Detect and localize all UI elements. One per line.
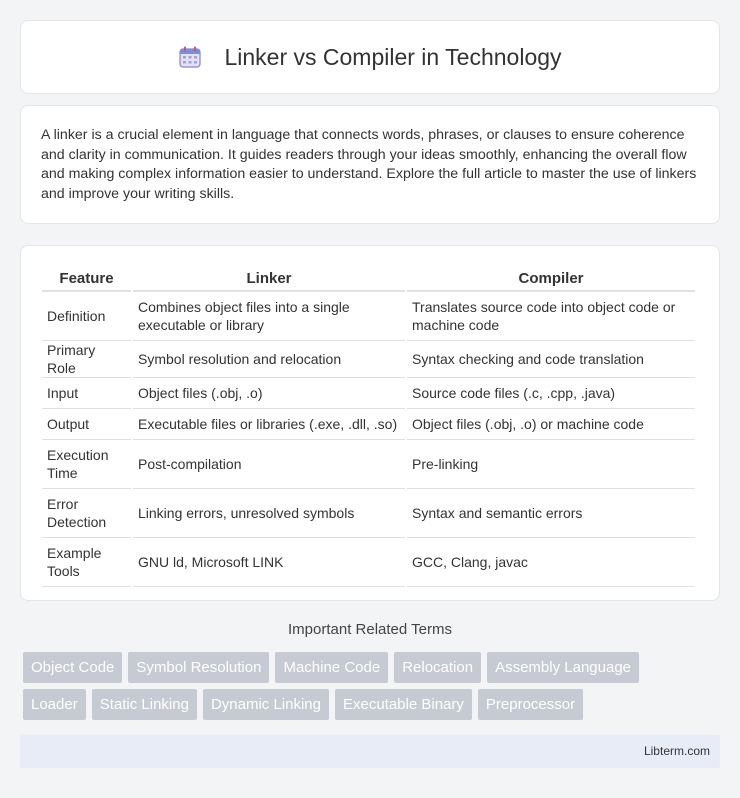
table-row	[42, 378, 695, 409]
table-cell-linker: Object files (.obj, .o)	[133, 378, 405, 409]
table-cell-feature: Primary Role	[42, 341, 131, 378]
table-cell-compiler: Syntax checking and code translation	[407, 341, 695, 378]
table-row	[42, 538, 695, 587]
table-header-row	[42, 266, 695, 292]
table-cell-linker: Combines object files into a single executable or library	[133, 292, 405, 341]
tag-row	[23, 689, 703, 720]
tag-machine-code[interactable]: Machine Code	[275, 652, 388, 683]
footer-site-link[interactable]: Libterm.com	[643, 744, 710, 758]
header-compiler: Compiler	[407, 266, 695, 292]
tag-loader[interactable]: Loader	[23, 689, 86, 720]
tag-static-linking[interactable]: Static Linking	[92, 689, 197, 720]
tag-relocation[interactable]: Relocation	[394, 652, 481, 683]
table-row	[42, 292, 695, 341]
table-cell-linker: Symbol resolution and relocation	[133, 341, 405, 378]
table-cell-linker: Post-compilation	[133, 440, 405, 489]
table-cell-compiler: Translates source code into object code or machine code	[407, 292, 695, 341]
table-cell-compiler: Syntax and semantic errors	[407, 489, 695, 538]
tag-row	[23, 652, 703, 683]
table-row	[42, 440, 695, 489]
table-cell-linker: Linking errors, unresolved symbols	[133, 489, 405, 538]
tag-preprocessor[interactable]: Preprocessor	[478, 689, 583, 720]
page-title: Linker vs Compiler in Technology	[224, 43, 562, 70]
intro-text: A linker is a crucial element in language that connects words, phrases, or clauses to ensure coherence and clarity in communication. It guides readers through your ideas smoothly, enhancing the overall flow and making complex information easier to understand. Explore the full article to master the use of linkers and improve your writing skills.	[41, 127, 697, 202]
intro-card	[20, 105, 720, 224]
table-cell-linker: GNU ld, Microsoft LINK	[133, 538, 405, 587]
table-cell-feature: Example Tools	[42, 538, 131, 587]
related-terms-title: Important Related Terms	[288, 621, 452, 638]
title-card	[20, 20, 720, 94]
table-cell-feature: Output	[42, 409, 131, 440]
tag-symbol-resolution[interactable]: Symbol Resolution	[128, 652, 269, 683]
table-cell-compiler: Object files (.obj, .o) or machine code	[407, 409, 695, 440]
header-linker: Linker	[133, 266, 405, 292]
comparison-table	[40, 266, 697, 587]
table-row	[42, 341, 695, 378]
table-cell-compiler: Source code files (.c, .cpp, .java)	[407, 378, 695, 409]
table-row	[42, 489, 695, 538]
calendar-icon	[178, 45, 202, 69]
tag-assembly-language[interactable]: Assembly Language	[487, 652, 639, 683]
table-cell-feature: Execution Time	[42, 440, 131, 489]
table-row	[42, 409, 695, 440]
tag-dynamic-linking[interactable]: Dynamic Linking	[203, 689, 329, 720]
table-cell-compiler: Pre-linking	[407, 440, 695, 489]
table-cell-feature: Definition	[42, 292, 131, 341]
table-cell-linker: Executable files or libraries (.exe, .dll, .so)	[133, 409, 405, 440]
comparison-table-card	[20, 245, 720, 601]
footer	[20, 735, 720, 768]
table-cell-feature: Input	[42, 378, 131, 409]
tag-executable-binary[interactable]: Executable Binary	[335, 689, 472, 720]
table-cell-feature: Error Detection	[42, 489, 131, 538]
header-feature: Feature	[42, 266, 131, 292]
tag-object-code[interactable]: Object Code	[23, 652, 122, 683]
table-cell-compiler: GCC, Clang, javac	[407, 538, 695, 587]
related-terms-tags	[23, 652, 703, 726]
